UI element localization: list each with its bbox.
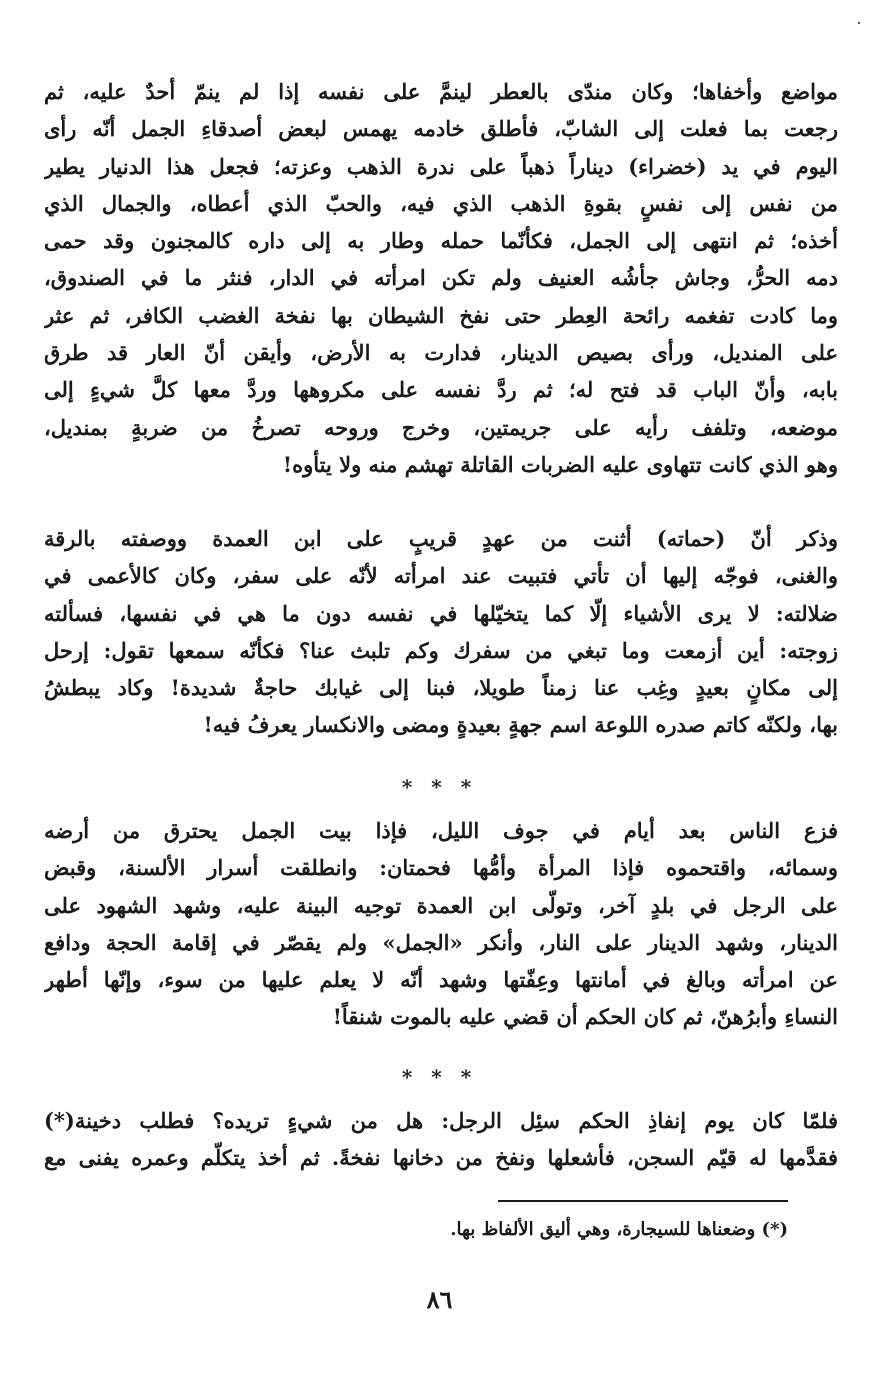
paragraph-4 bbox=[44, 1102, 838, 1177]
text-line: إلى مكانٍ بعيدٍ وغِب عنا زمناً طويلا، فبنا إلى غيابك حاجةٌ شديدة! وكاد يبطشُ bbox=[44, 675, 838, 701]
text-line: النساءِ وأبرُهنّ، ثم كان الحكم أن قضي عليه بالموت شنقاً! bbox=[332, 1004, 838, 1030]
text-line: والغنى، فوجّه إليها أن تأتي فتبيت عند امرأته لأنّه على سفر، وكان كالأعمى في bbox=[44, 563, 838, 589]
text-line: عن امرأته وبالغ في أمانتها وعِفّتها وشهد أنّه لا يعلم عليها من سوء، وإنّها أطهر bbox=[44, 967, 838, 993]
text-line: على المنديل، ورأى بصيص الدينار، فدارت به الأرض، وأيقن أنّ العار قد طرق bbox=[44, 340, 838, 366]
paragraph-1 bbox=[44, 73, 838, 483]
text-line: من نفس إلى نفسٍ بقوةِ الذهب الذي فيه، والحبّ الذي أعطاه، والجمال الذي bbox=[44, 190, 838, 216]
text-line: ضلالته: لا يرى الأشياء إلّا كما يتخيّلها في نفسه دون ما هي في نفسها، فسألته bbox=[44, 600, 838, 626]
section-separator: * * * bbox=[401, 1065, 478, 1089]
text-line: وهو الذي كانت تتهاوى عليه الضربات القاتلة تهشم منه ولا يتأوه! bbox=[282, 451, 838, 477]
text-line: أخذه؛ ثم انتهى إلى الجمل، فكأنّما حمله وطار به إلى داره كالمجنون وقد حمى bbox=[44, 228, 838, 254]
paragraph-3 bbox=[44, 812, 838, 1036]
text-line: فزع الناس بعد أيام في جوف الليل، فإذا بيت الجمل يحترق من أرضه bbox=[44, 818, 838, 843]
text-line: بابه، وأنّ الباب قد فتح له؛ ثم ردَّ نفسه على مكروهها وردَّ معها كلَّ شيءٍ إلى bbox=[44, 377, 838, 403]
text-line: الدينار، وشهد الدينار على النار، وأنكر «الجمل» ولم يقصّر في إقامة الحجة ودافع bbox=[44, 929, 838, 955]
text-line: فقدَّمها له قيّم السجن، فأشعلها ونفخ من دخانها نفخةً. ثم أخذ يتكلّم وعمره يفنى مع bbox=[44, 1145, 838, 1171]
footnote: (*) وضعناها للسيجارة، وهي أليق الألفاظ بها. bbox=[450, 1219, 788, 1240]
text-line: على الرجل في بلدٍ آخر، وتولّى ابن العمدة توجيه البينة عليه، وشهد الشهود على bbox=[44, 892, 838, 918]
text-line: اليوم في يد (خضراء) ديناراً ذهباً على ندرة الذهب وعزته؛ فجعل هذا الدنيار يطير bbox=[44, 153, 838, 179]
text-line: دمه الحرُّ، وجاش جأشُه العنيف ولم تكن امرأته في الدار، فنثر ما في الصندوق، bbox=[44, 265, 838, 291]
footnote-divider bbox=[498, 1200, 788, 1202]
text-line: بها، ولكنّه كاتم صدره اللوعة اسم جهةٍ بعيدةٍ ومضى والانكسار يعرفُ فيه! bbox=[203, 712, 838, 738]
text-line: موضعه، وتلفف رأيه على جريمتين، وخرج وروحه تصرخُ من ضربةٍ بمنديل، bbox=[44, 414, 838, 440]
text-line: زوجته: أين أزمعت وما تبغي من سفرك وكم تلبث عنا؟ فكأنّه سمعها تقول: إرحل bbox=[44, 637, 838, 663]
text-line: وما كادت تفغمه رائحة العِطر حتى نفخ الشيطان بها نفخة الغضب الكافر، ثم عثر bbox=[44, 302, 838, 328]
scan-mark bbox=[858, 22, 860, 24]
text-line: فلمّا كان يوم إنفاذِ الحكم سئِل الرجل: هل من شيءٍ تريده؟ فطلب دخينة(*) bbox=[44, 1108, 838, 1133]
page-number: ٨٦ bbox=[426, 1285, 453, 1314]
text-line: وسمائه، واقتحموه فإذا المرأة وأمُّها فحمتان: وانطلقت أسرار الألسنة، وقبض bbox=[44, 855, 838, 881]
text-line: مواضع وأخفاها؛ وكان مندّى بالعطر لينمَّ على نفسه إذا لم ينمّ أحدٌ عليه، ثم bbox=[44, 79, 838, 104]
text-line: رجعت بما فعلت إلى الشابّ، فأطلق خادمه يهمس لبعض أصدقاءِ الجمل أنّه رأى bbox=[44, 116, 838, 142]
section-separator: * * * bbox=[401, 775, 478, 799]
text-line: وذكر أنّ (حماته) أثنت من عهدٍ قريبٍ على ابن العمدة ووصفته بالرقة bbox=[44, 526, 838, 551]
paragraph-2 bbox=[44, 520, 838, 744]
